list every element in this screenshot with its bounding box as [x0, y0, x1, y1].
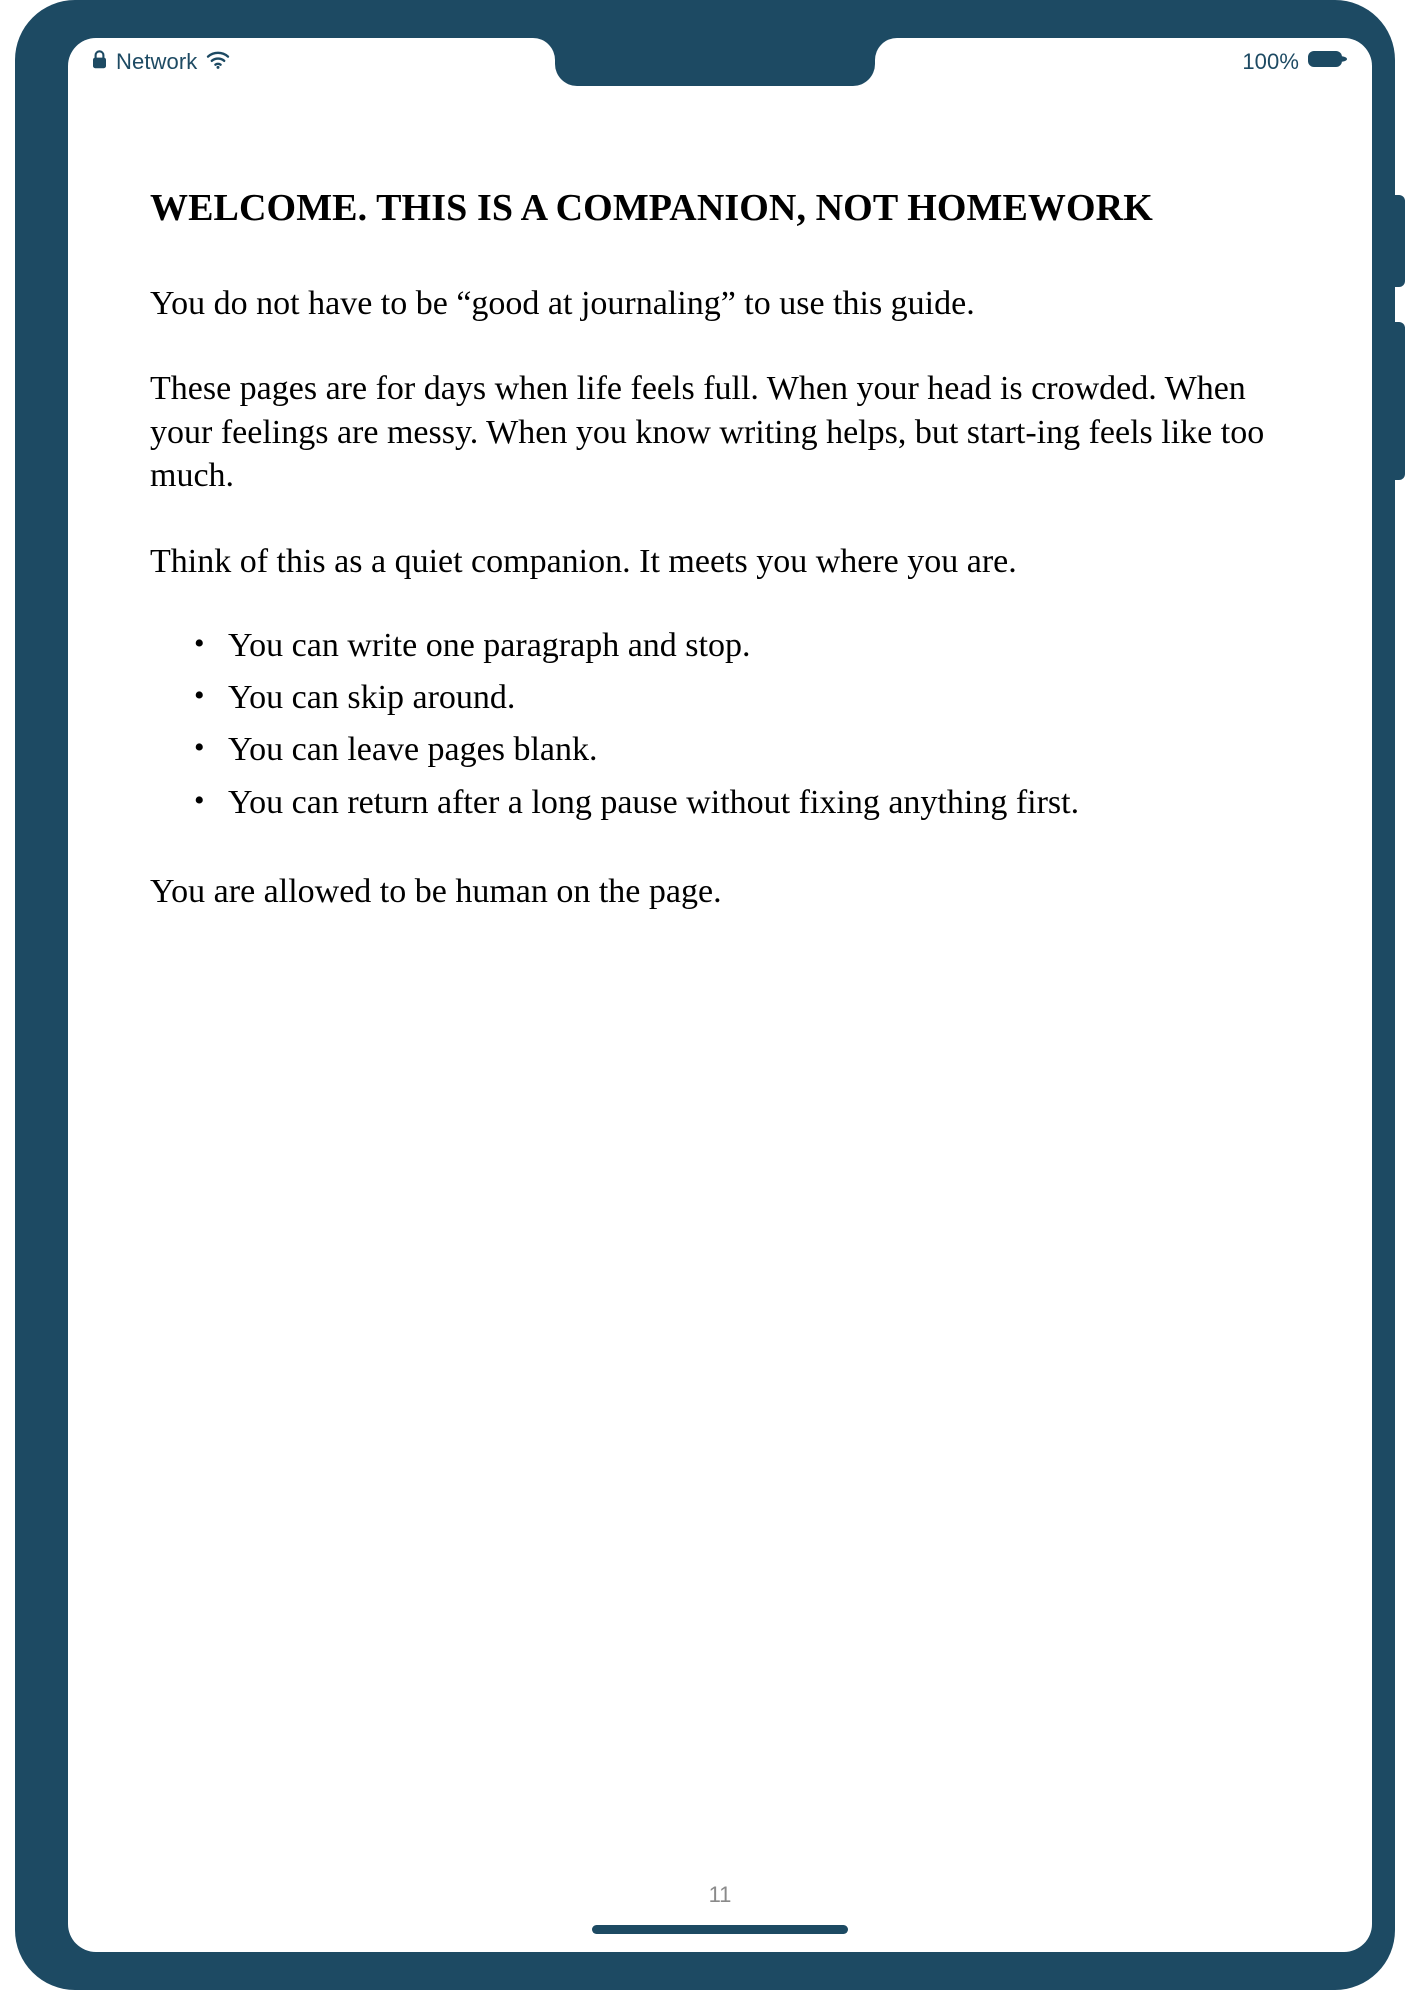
home-indicator[interactable]	[592, 1925, 848, 1934]
network-label: Network	[116, 49, 198, 74]
page-number: 11	[708, 1882, 732, 1907]
status-bar-left-group	[92, 49, 230, 75]
status-bar-right-group	[1242, 49, 1348, 75]
intro-paragraph: You do not have to be “good at journaling” to use this guide.	[150, 284, 975, 322]
companion-paragraph: Think of this as a quiet companion. It meets you where you are.	[150, 542, 1017, 580]
battery-percent-label: 100%	[1242, 49, 1299, 74]
list-item: • You can write one paragraph and stop.	[228, 625, 1290, 667]
closing-paragraph: You are allowed to be human on the page.	[150, 872, 722, 910]
status-bar	[68, 38, 1372, 86]
document-page	[68, 86, 1372, 1952]
page-title: WELCOME. THIS IS A COMPANION, NOT HOMEWORK	[150, 187, 1153, 229]
wifi-icon	[206, 49, 230, 75]
context-paragraph: These pages are for days when life feels full. When your head is crowded. When your feelings are messy. When you know writing helps, but start-ing feels like too much.	[150, 370, 1265, 495]
permissions-list	[150, 625, 1290, 824]
tablet-device-frame	[15, 0, 1395, 1990]
volume-down-button[interactable]	[1393, 322, 1405, 480]
tablet-screen	[68, 38, 1372, 1952]
volume-up-button[interactable]	[1393, 195, 1405, 287]
list-item: • You can leave pages blank.	[228, 729, 1290, 771]
lock-icon	[92, 49, 107, 75]
list-item: • You can return after a long pause without fixing anything first.	[228, 782, 1290, 824]
list-item: • You can skip around.	[228, 677, 1290, 719]
battery-full-icon	[1308, 49, 1348, 75]
